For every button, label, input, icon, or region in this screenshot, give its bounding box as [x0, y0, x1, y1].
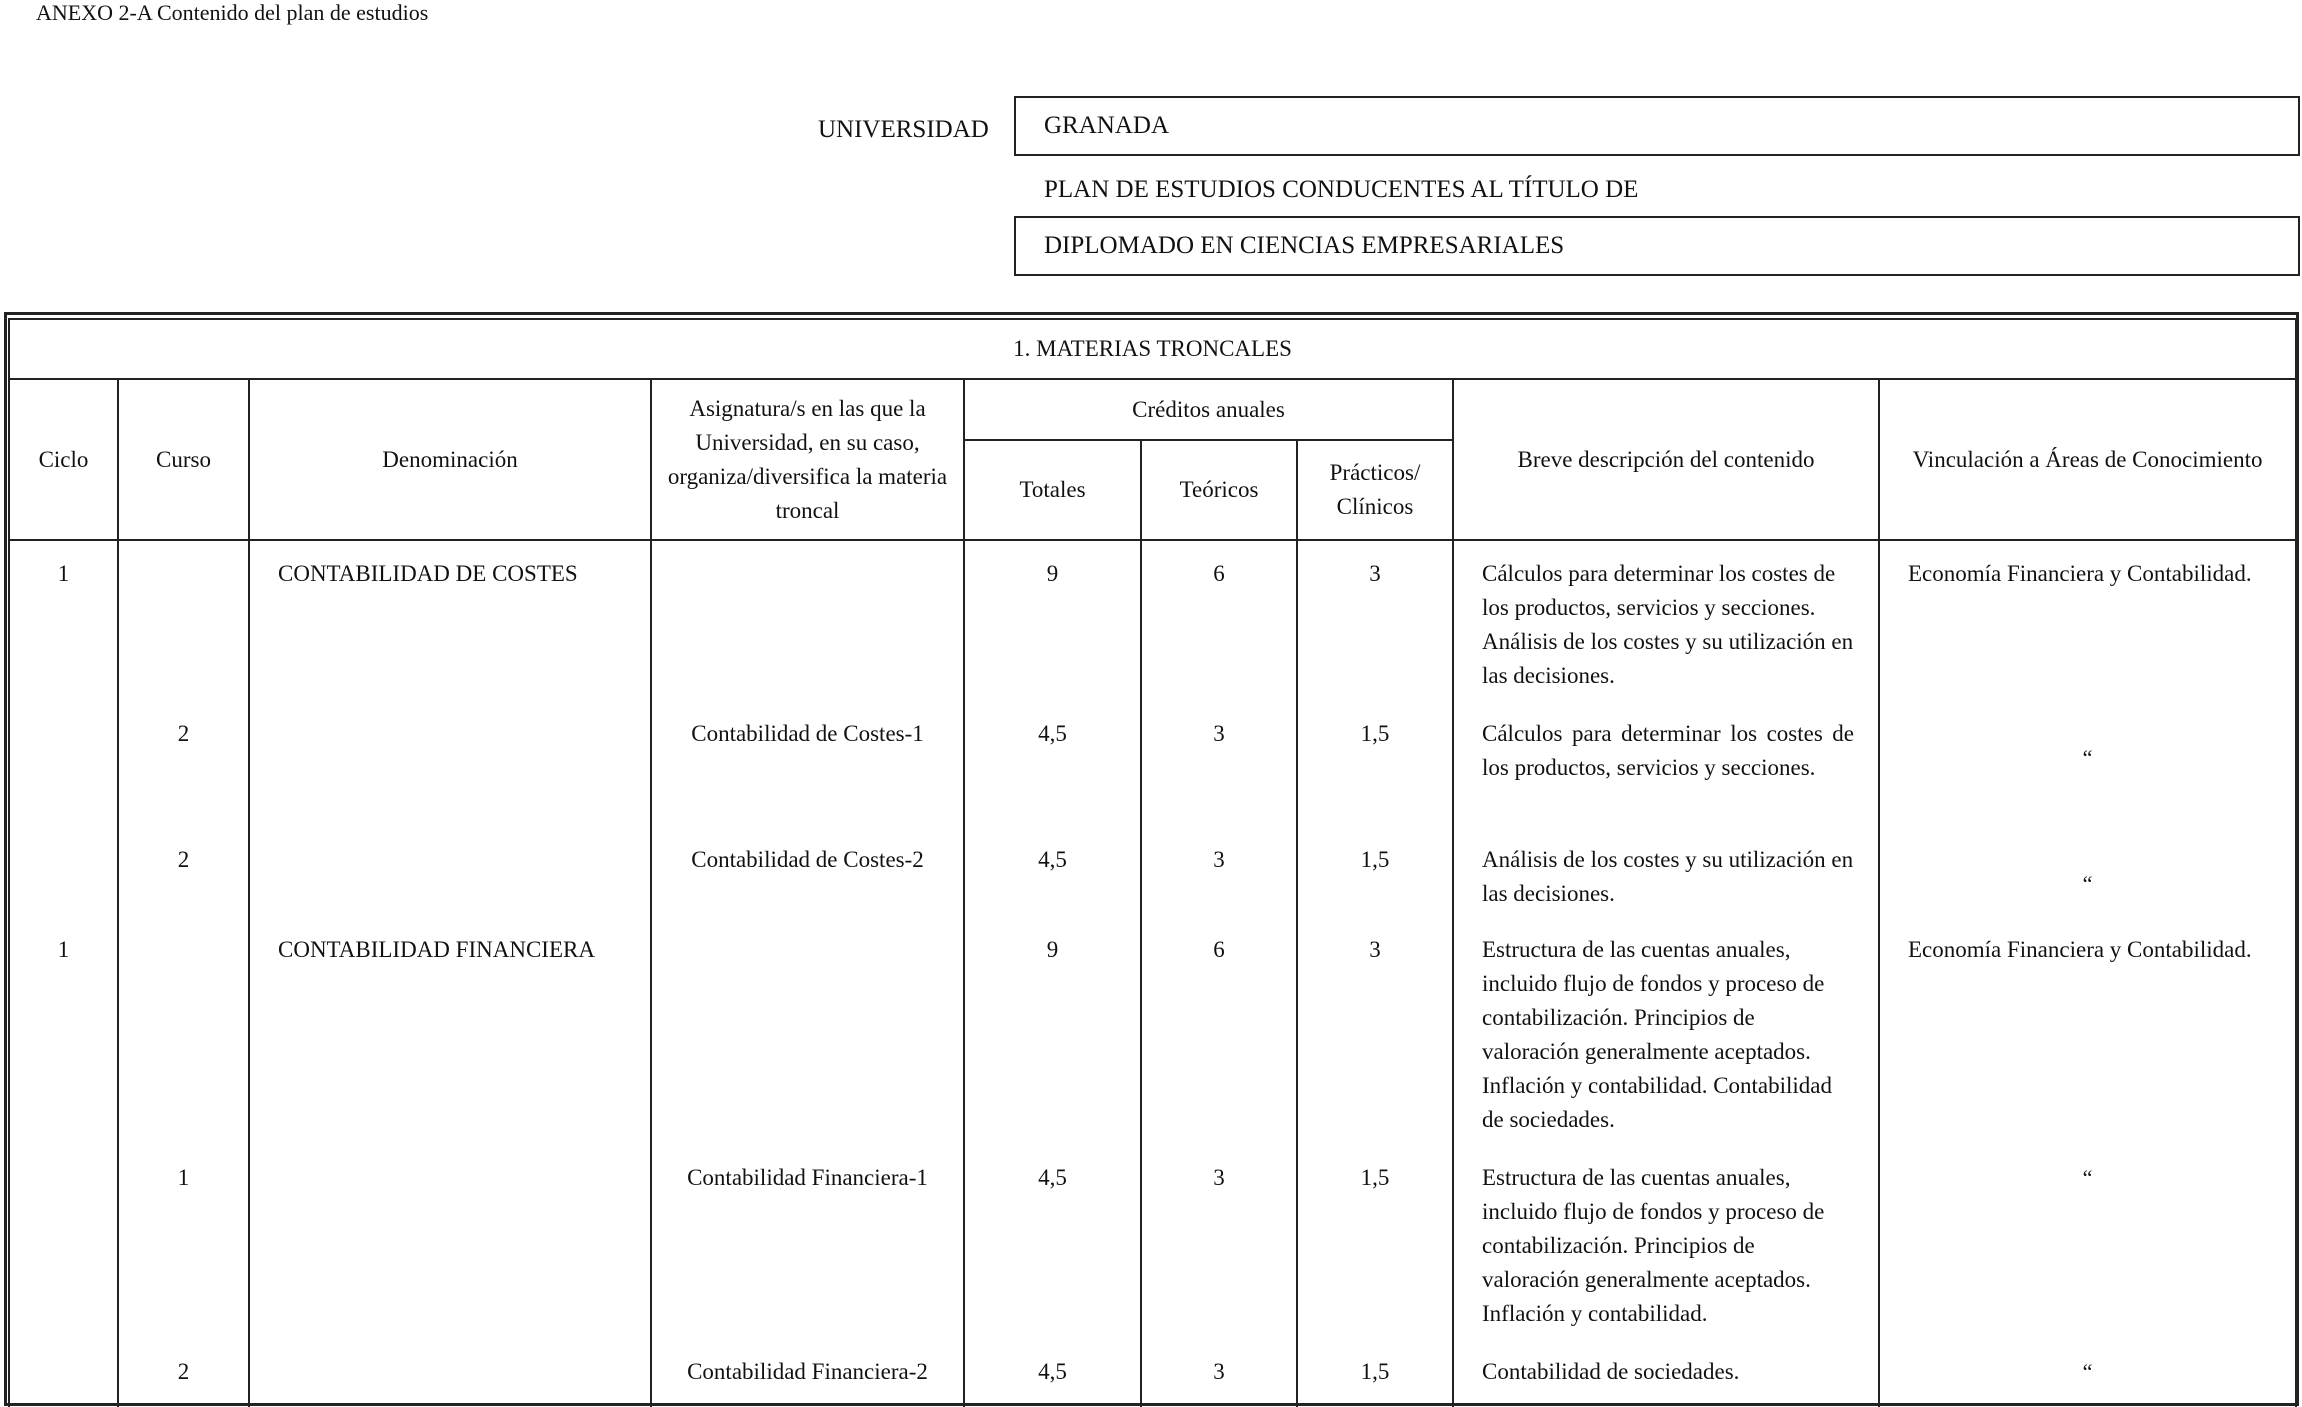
cell-practicos: 3 — [1297, 933, 1453, 1161]
cell-totales: 9 — [964, 540, 1141, 717]
cell-practicos: 1,5 — [1297, 717, 1453, 843]
header-curso: Curso — [118, 379, 249, 540]
ditto-mark: “ — [2082, 871, 2093, 896]
cell-totales: 4,5 — [964, 1161, 1141, 1355]
header-practicos: Prácticos/ Clínicos — [1297, 440, 1453, 540]
cell-practicos: 1,5 — [1297, 843, 1453, 933]
cell-denominacion — [249, 1355, 651, 1407]
cell-denominacion: CONTABILIDAD FINANCIERA — [249, 933, 651, 1161]
table-row — [9, 843, 2296, 933]
cell-ciclo — [9, 1355, 118, 1407]
cell-totales: 4,5 — [964, 843, 1141, 933]
plan-label: PLAN DE ESTUDIOS CONDUCENTES AL TÍTULO DE — [1044, 176, 1639, 203]
cell-curso: 2 — [118, 717, 249, 843]
cell-asignatura: Contabilidad Financiera-2 — [651, 1355, 964, 1407]
cell-teoricos: 3 — [1141, 1161, 1297, 1355]
cell-curso — [118, 933, 249, 1161]
cell-descripcion: Estructura de las cuentas anuales, incluido flujo de fondos y proceso de contabilización. Principios de valoración generalmente aceptados. Inflación y contabilidad. Contabilidad de sociedades. — [1453, 933, 1879, 1161]
cell-ciclo: 1 — [9, 933, 118, 1161]
ditto-mark: “ — [2082, 1165, 2093, 1190]
table-row — [9, 1161, 2296, 1355]
cell-totales: 4,5 — [964, 717, 1141, 843]
cell-teoricos: 3 — [1141, 843, 1297, 933]
cell-asignatura — [651, 933, 964, 1161]
cell-curso: 2 — [118, 1355, 249, 1407]
header-asignatura: Asignatura/s en las que la Universidad, en su caso, organiza/diversifica la materia troncal — [651, 379, 964, 540]
table-row — [9, 540, 2296, 717]
cell-practicos: 3 — [1297, 540, 1453, 717]
cell-asignatura: Contabilidad de Costes-1 — [651, 717, 964, 843]
cell-descripcion: Cálculos para determinar los costes de los productos, servicios y secciones. Análisis de los costes y su utilización en las decisiones. — [1453, 540, 1879, 717]
cell-descripcion: Contabilidad de sociedades. — [1453, 1355, 1879, 1407]
cell-denominacion — [249, 717, 651, 843]
cell-vinculacion — [1879, 843, 2296, 933]
curriculum-table — [8, 318, 2297, 1407]
table-row — [9, 1355, 2296, 1407]
table-row — [9, 933, 2296, 1161]
header-descripcion: Breve descripción del contenido — [1453, 379, 1879, 540]
cell-ciclo: 1 — [9, 540, 118, 717]
cell-practicos: 1,5 — [1297, 1161, 1453, 1355]
university-field — [1014, 96, 2300, 156]
cell-vinculacion — [1879, 717, 2296, 843]
cell-denominacion — [249, 1161, 651, 1355]
university-label: UNIVERSIDAD — [818, 116, 989, 143]
cell-curso: 1 — [118, 1161, 249, 1355]
header-denominacion: Denominación — [249, 379, 651, 540]
cell-asignatura: Contabilidad Financiera-1 — [651, 1161, 964, 1355]
header-ciclo: Ciclo — [9, 379, 118, 540]
cell-ciclo — [9, 717, 118, 843]
header-creditos: Créditos anuales — [964, 379, 1453, 440]
degree-title-value: DIPLOMADO EN CIENCIAS EMPRESARIALES — [1044, 232, 1565, 259]
cell-ciclo — [9, 843, 118, 933]
cell-curso — [118, 540, 249, 717]
degree-title-field — [1014, 216, 2300, 276]
header-teoricos: Teóricos — [1141, 440, 1297, 540]
table-row — [9, 717, 2296, 843]
cell-denominacion: CONTABILIDAD DE COSTES — [249, 540, 651, 717]
cell-totales: 9 — [964, 933, 1141, 1161]
cell-teoricos: 6 — [1141, 933, 1297, 1161]
cell-asignatura — [651, 540, 964, 717]
cell-asignatura: Contabilidad de Costes-2 — [651, 843, 964, 933]
section-title: 1. MATERIAS TRONCALES — [9, 319, 2296, 379]
cell-vinculacion: Economía Financiera y Contabilidad. — [1879, 933, 2296, 1161]
cell-descripcion: Cálculos para determinar los costes de los productos, servicios y secciones. — [1453, 717, 1879, 843]
cell-vinculacion: Economía Financiera y Contabilidad. — [1879, 540, 2296, 717]
cell-denominacion — [249, 843, 651, 933]
cell-teoricos: 3 — [1141, 1355, 1297, 1407]
cell-vinculacion — [1879, 1355, 2296, 1407]
ditto-mark: “ — [2082, 1359, 2093, 1384]
cell-ciclo — [9, 1161, 118, 1355]
university-value: GRANADA — [1044, 112, 1169, 139]
cell-descripcion: Estructura de las cuentas anuales, incluido flujo de fondos y proceso de contabilización. Principios de valoración generalmente aceptados. Inflación y contabilidad. — [1453, 1161, 1879, 1355]
cell-vinculacion — [1879, 1161, 2296, 1355]
cell-practicos: 1,5 — [1297, 1355, 1453, 1407]
cell-curso: 2 — [118, 843, 249, 933]
cell-descripcion: Análisis de los costes y su utilización en las decisiones. — [1453, 843, 1879, 933]
cell-teoricos: 3 — [1141, 717, 1297, 843]
header-totales: Totales — [964, 440, 1141, 540]
cell-totales: 4,5 — [964, 1355, 1141, 1407]
header-vinculacion: Vinculación a Áreas de Conocimiento — [1879, 379, 2296, 540]
ditto-mark: “ — [2082, 745, 2093, 770]
annex-title: ANEXO 2-A Contenido del plan de estudios — [36, 0, 429, 25]
cell-teoricos: 6 — [1141, 540, 1297, 717]
